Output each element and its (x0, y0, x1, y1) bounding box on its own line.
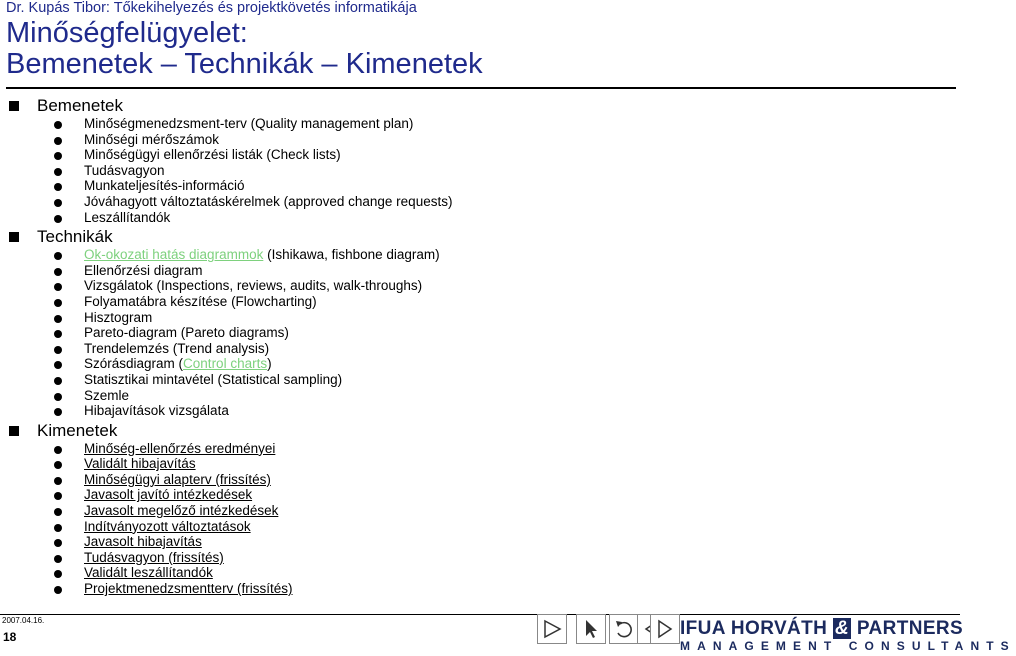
list-item-text (84, 372, 342, 388)
round-bullet-icon (54, 152, 62, 160)
title-divider (6, 87, 956, 89)
list-item (0, 535, 960, 551)
play-button[interactable] (537, 614, 567, 644)
round-bullet-icon (54, 570, 62, 578)
round-bullet-icon (54, 361, 62, 369)
item-text: Ellenőrzési diagram (84, 262, 203, 278)
list-item-text (84, 456, 196, 472)
list-item (0, 357, 960, 373)
footer-date: 2007.04.16. (2, 616, 45, 625)
title-line-2: Bemenetek – Technikák – Kimenetek (6, 48, 483, 80)
item-text: Jóváhagyott változtatáskérelmek (approved change requests) (84, 193, 453, 209)
square-bullet-icon (9, 232, 19, 242)
return-button[interactable] (609, 614, 639, 644)
round-bullet-icon (54, 299, 62, 307)
item-text-underlined: Indítványozott változtatások (84, 518, 251, 534)
list-item-text (84, 519, 251, 535)
round-bullet-icon (54, 199, 62, 207)
list-item-text (84, 441, 275, 457)
footer-divider (0, 614, 960, 615)
list-item-text (84, 210, 170, 226)
hyperlink[interactable]: Control charts (183, 356, 268, 372)
list-item-text (84, 550, 224, 566)
item-text-prefix: Szórásdiagram ( (84, 356, 184, 372)
list-item (0, 488, 960, 504)
item-text: Tudásvagyon (84, 162, 165, 178)
round-bullet-icon (54, 346, 62, 354)
list-item (0, 148, 960, 164)
item-text-underlined: Javasolt megelőző intézkedések (84, 503, 279, 519)
item-text: Minőségügyi ellenőrzési listák (Check lists) (84, 147, 341, 163)
item-text: (Ishikawa, fishbone diagram) (263, 247, 440, 263)
item-text: Munkateljesítés-információ (84, 178, 245, 194)
list-item (0, 133, 960, 149)
logo-brand-left: IFUA HORVÁTH (680, 618, 828, 639)
round-bullet-icon (54, 461, 62, 469)
list-item-text (84, 534, 202, 550)
list-item-text (84, 472, 271, 488)
list-item (0, 566, 960, 582)
round-bullet-icon (54, 330, 62, 338)
round-bullet-icon (54, 555, 62, 563)
page-title (6, 18, 483, 80)
round-bullet-icon (54, 183, 62, 191)
item-text-underlined: Validált leszállítandók (84, 565, 213, 581)
list-item (0, 311, 960, 327)
item-text: Vizsgálatok (Inspections, reviews, audits, walk-throughs) (84, 278, 423, 294)
list-item-text (84, 403, 229, 419)
round-bullet-icon (54, 283, 62, 291)
item-text: Hisztogram (84, 309, 153, 325)
round-bullet-icon (54, 215, 62, 223)
title-line-1: Minőségfelügyelet: (6, 17, 248, 49)
list-item (0, 295, 960, 311)
item-text: Szemle (84, 387, 130, 403)
round-bullet-icon (54, 477, 62, 485)
round-bullet-icon (54, 137, 62, 145)
list-item (0, 195, 960, 211)
item-text-underlined: Minőségügyi alapterv (frissítés) (84, 471, 271, 487)
round-bullet-icon (54, 492, 62, 500)
list-item (0, 373, 960, 389)
round-bullet-icon (54, 168, 62, 176)
item-text-underlined: Projektmenedzsmentterv (frissítés) (84, 581, 293, 597)
list-item (0, 164, 960, 180)
list-item (0, 473, 960, 489)
item-text: Leszállítandók (84, 209, 171, 225)
list-item (0, 582, 960, 598)
list-item (0, 326, 960, 342)
return-icon (610, 615, 638, 643)
pointer-button[interactable] (576, 614, 606, 644)
list-item (0, 442, 960, 458)
round-bullet-icon (54, 524, 62, 532)
item-text: Minőségi mérőszámok (84, 131, 220, 147)
list-item-text (84, 147, 341, 163)
list-item (0, 389, 960, 405)
company-logo (680, 618, 1016, 653)
list-item (0, 264, 960, 280)
round-bullet-icon (54, 252, 62, 260)
item-text-underlined: Minőség-ellenőrzés eredményei (84, 440, 276, 456)
list-item-text (84, 310, 152, 326)
list-item-text (84, 247, 440, 263)
round-bullet-icon (54, 377, 62, 385)
list-item (0, 342, 960, 358)
page-number: 18 (3, 630, 17, 644)
round-bullet-icon (54, 586, 62, 594)
item-text-underlined: Javasolt javító intézkedések (84, 487, 253, 503)
list-item-text (84, 163, 165, 179)
list-item-text (84, 194, 452, 210)
list-item (0, 520, 960, 536)
list-item (0, 457, 960, 473)
list-item-text (84, 278, 422, 294)
list-item-text (84, 132, 219, 148)
item-text: Folyamatábra készítése (Flowcharting) (84, 293, 317, 309)
list-item (0, 179, 960, 195)
list-item-text (84, 263, 203, 279)
item-text-underlined: Tudásvagyon (frissítés) (84, 549, 224, 565)
item-text-underlined: Validált hibajavítás (84, 456, 196, 472)
list-item (0, 248, 960, 264)
list-item-text (84, 325, 289, 341)
section-heading (0, 95, 960, 117)
next-icon (651, 615, 679, 643)
list-item (0, 504, 960, 520)
section-heading (0, 420, 960, 442)
list-item-text (84, 503, 278, 519)
item-text: Statisztikai mintavétel (Statistical sampling) (84, 371, 343, 387)
list-item-text (84, 294, 317, 310)
section-heading (0, 226, 960, 248)
square-bullet-icon (9, 426, 19, 436)
list-item-text (84, 581, 293, 597)
list-item-text (84, 388, 129, 404)
round-bullet-icon (54, 539, 62, 547)
round-bullet-icon (54, 268, 62, 276)
list-item (0, 211, 960, 227)
author-header: Dr. Kupás Tibor: Tőkekihelyezés és projektkövetés informatikája (6, 0, 417, 16)
logo-subtitle: MANAGEMENT CONSULTANTS (680, 639, 1016, 653)
section-label: Technikák (37, 227, 113, 247)
cursor-icon (577, 615, 605, 643)
item-text-suffix: ) (267, 356, 272, 372)
round-bullet-icon (54, 408, 62, 416)
play-icon (538, 615, 566, 643)
round-bullet-icon (54, 446, 62, 454)
list-item (0, 404, 960, 420)
logo-brand (680, 618, 1016, 640)
round-bullet-icon (54, 315, 62, 323)
round-bullet-icon (54, 393, 62, 401)
list-item-text (84, 565, 213, 581)
item-text: Minőségmenedzsment-terv (Quality management plan) (84, 116, 414, 131)
list-item (0, 117, 960, 133)
hyperlink[interactable]: Ok-okozati hatás diagrammok (84, 247, 264, 263)
list-item-text (84, 116, 413, 132)
item-text: Trendelemzés (Trend analysis) (84, 340, 270, 356)
item-text: Hibajavítások vizsgálata (84, 403, 229, 419)
round-bullet-icon (54, 121, 62, 129)
list-item-text (84, 341, 269, 357)
list-item-text (84, 487, 252, 503)
section-label: Bemenetek (37, 96, 123, 115)
list-item (0, 279, 960, 295)
round-bullet-icon (54, 508, 62, 516)
list-item (0, 551, 960, 567)
logo-ampersand: & (835, 618, 850, 639)
list-item-text (84, 178, 245, 194)
logo-brand-right: PARTNERS (856, 618, 964, 639)
section-label: Kimenetek (37, 420, 118, 440)
item-text-underlined: Javasolt hibajavítás (84, 534, 202, 550)
next-button[interactable] (650, 614, 680, 644)
bullet-outline (0, 95, 960, 598)
square-bullet-icon (9, 101, 19, 111)
list-item-text (84, 356, 272, 372)
item-text: Pareto-diagram (Pareto diagrams) (84, 325, 289, 341)
